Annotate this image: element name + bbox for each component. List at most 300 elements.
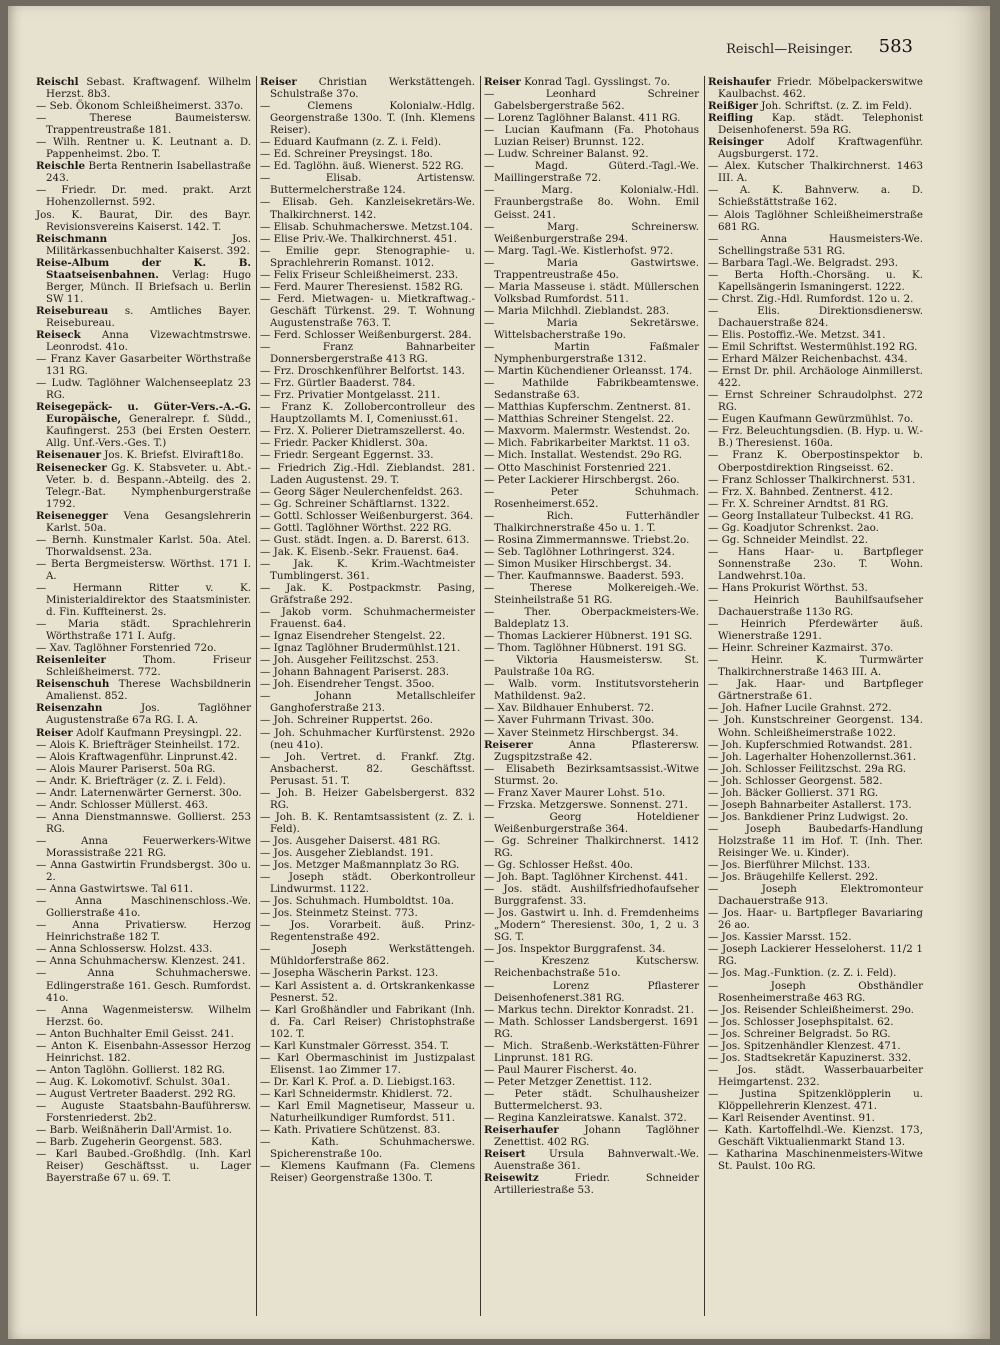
directory-entry	[484, 76, 699, 88]
entry-text: — Emilie gepr. Stenographie- u. Sprachlehrerin Romanst. 1012.	[260, 244, 479, 269]
entry-text: — Frz. Beleuchtungsdien. (B. Hyp. u. W.-B.) Theresienst. 160a.	[708, 425, 923, 450]
directory-entry	[36, 1148, 255, 1185]
directory-entry	[260, 196, 479, 221]
directory-entry	[260, 136, 475, 148]
entry-text: — Gg. Koadjutor Schrenkst. 2ao.	[708, 521, 879, 534]
directory-entry	[36, 618, 255, 643]
entry-text: — Viktoria Hausmeistersw. St. Paulstraße 10a RG.	[484, 654, 703, 679]
entry-text: Konrad Tagl. Gysslingst. 7o.	[520, 76, 671, 88]
directory-entry	[708, 907, 927, 932]
entry-text: — Otto Maschinist Forstenried 221.	[484, 461, 671, 474]
entry-text: — Anna Dienstmannswe. Gollierst. 253 RG.	[36, 810, 255, 835]
entry-text: — Hans Haar- u. Bartpfleger Sonnenstraße 23o. T. Wohn. Landwehrst.10a.	[708, 545, 927, 582]
directory-entry	[708, 365, 927, 390]
entry-text: — Georg Hoteldiener Weißenburgerstraße 364.	[484, 810, 703, 835]
directory-entry	[260, 1051, 479, 1076]
entry-text: — Seb. Taglöhner Lothringerst. 324.	[484, 545, 675, 558]
directory-entry	[260, 690, 479, 715]
directory-entry	[36, 799, 251, 811]
entry-text: — Karl Assistent a. d. Ortskrankenkasse Pesnerst. 52.	[260, 979, 479, 1004]
entry-text: — Jos. Bierführer Milchst. 133.	[708, 859, 871, 872]
entry-text: — Jos. städt. Aushilfsfriedhofaufseher Burggrafenst. 33.	[484, 883, 703, 908]
entry-text: — Maria Gastwirtswe. Trappentreustraße 45o.	[484, 256, 703, 281]
entry-text: — Joh. Ausgeher Feilitzschst. 253.	[260, 654, 439, 667]
entry-text: — Joseph städt. Oberkontrolleur Lindwurmst. 1122.	[260, 871, 479, 896]
entry-text: — Peter Metzger Zenettist. 112.	[484, 1075, 653, 1088]
directory-entry	[260, 1076, 475, 1088]
entry-text: Johann Taglöhner Zenettist. 402 RG.	[494, 1124, 703, 1149]
entry-text: — Xav. Taglöhner Forstenried 72o.	[36, 642, 217, 655]
entry-text: — A. K. Bahnverw. a. D. Schießstättstraße 162.	[708, 184, 927, 209]
entry-text: — Joh. Eisendreher Tengst. 35oo.	[260, 678, 435, 691]
directory-entry	[708, 1124, 927, 1149]
directory-entry	[484, 859, 699, 871]
directory-entry	[36, 654, 255, 679]
directory-entry	[708, 545, 927, 582]
directory-entry	[36, 136, 255, 161]
entry-text: Generalrepr. f. Südd., Kaufingerst. 253 (bei Ersten Oesterr. Allg. Unf.-Vers.-Ges. T.)	[46, 413, 255, 450]
entry-text: — Marg. Kolonialw.-Hdl. Fraunbergstraße 8o. Wohn. Emil Geisst. 241.	[484, 184, 703, 221]
directory-entry	[260, 160, 475, 172]
directory-entry	[36, 461, 255, 510]
directory-entry	[708, 763, 923, 775]
directory-entry	[708, 474, 923, 486]
directory-entry	[36, 955, 251, 967]
entry-text: — Klemens Kaufmann (Fa. Clemens Reiser) Georgenstraße 130o. T.	[260, 1160, 479, 1185]
entry-text: — Peter Schuhmach. Rosenheimerst.652.	[484, 485, 703, 510]
directory-entry	[484, 1039, 703, 1064]
directory-entry	[708, 678, 927, 703]
entry-text: — Karl Schneidermstr. Khidlerst. 72.	[260, 1087, 453, 1100]
directory-entry	[484, 570, 699, 582]
column-3	[484, 76, 703, 1316]
entry-text: — Heinrich Pferdewärter äuß. Wienerstraße 1291.	[708, 618, 927, 643]
entry-text: — Barb. Weißnäherin Dall'Armist. 1o.	[36, 1124, 232, 1137]
directory-entry	[260, 425, 475, 437]
entry-text: Kap. städt. Telephonist Deisenhofenerst. 59a RG.	[718, 112, 927, 137]
directory-entry	[260, 148, 475, 160]
entry-text: — Ernst Dr. phil. Archäologe Ainmillerst. 422.	[708, 365, 927, 390]
directory-entry	[708, 293, 923, 305]
entry-text: — Gg. Schreiner Schäftlarnst. 1322.	[260, 497, 450, 510]
entry-text: — Georg Installateur Tulbeckst. 41 RG.	[708, 509, 914, 522]
directory-entry	[36, 1076, 251, 1088]
directory-entry	[708, 353, 923, 365]
directory-entry	[36, 232, 255, 257]
directory-entry	[484, 654, 703, 679]
entry-text: — Aug. K. Lokomotivf. Schulst. 30a1.	[36, 1075, 231, 1088]
entry-text: — Rosina Zimmermannswe. Triebst.2o.	[484, 533, 690, 546]
entry-text: — Eduard Kaufmann (z. Z. i. Feld).	[260, 136, 442, 149]
entry-text: — Martin Küchendiener Orleansst. 174.	[484, 365, 693, 378]
directory-entry	[484, 1064, 699, 1076]
directory-entry	[36, 377, 255, 402]
entry-surname: Reiserer	[484, 738, 533, 751]
entry-text: — Kath. Privatiere Schützenst. 83.	[260, 1124, 441, 1137]
entry-text: — Franz Kaver Gasarbeiter Wörthstraße 131 RG.	[36, 353, 255, 378]
entry-text: — Chrst. Zig.-Hdl. Rumfordst. 12o u. 2.	[708, 292, 914, 305]
directory-entry	[484, 425, 699, 437]
directory-entry	[260, 498, 475, 510]
directory-entry	[484, 606, 703, 631]
directory-entry	[36, 184, 255, 209]
directory-entry	[260, 365, 475, 377]
directory-entry	[260, 377, 475, 389]
entry-text: — Barbara Tagl.-We. Belgradst. 293.	[708, 256, 899, 269]
directory-entry	[260, 329, 475, 341]
entry-text: — Xaver Steinmetz Hirschbergst. 34.	[484, 726, 679, 739]
entry-text: — Jos. Reisender Schleißheimerst. 29o.	[708, 1003, 914, 1016]
column-divider	[256, 76, 257, 1316]
entry-text: — Joh. Schlosser Georgenst. 582.	[708, 774, 883, 787]
entry-text: Vena Gesangslehrerin Karlst. 50a.	[46, 509, 255, 534]
entry-text: — Frz. X. Bahnbed. Zentnerst. 412.	[708, 485, 893, 498]
directory-entry	[484, 546, 699, 558]
entry-text: — Anna Maschinenschloss.-We. Gollierstraße 41o.	[36, 895, 255, 920]
entry-text: — Ther. Kaufmannswe. Baaderst. 593.	[484, 569, 685, 582]
entry-surname: Reisenecker	[36, 461, 107, 474]
entry-text: — Friedr. Sergeant Eggernst. 33.	[260, 449, 434, 462]
entry-text: Jos. Taglöhner Augustenstraße 67a RG. I. A.	[46, 702, 255, 727]
directory-entry	[260, 726, 479, 751]
entry-text: — Joh. Bäcker Gollierst. 371 RG.	[708, 786, 879, 799]
directory-entry	[36, 739, 251, 751]
entry-text: — Joseph Bahnarbeiter Astallerst. 173.	[708, 798, 912, 811]
directory-entry	[260, 486, 475, 498]
entry-text: — Hans Prokurist Wörthst. 53.	[708, 581, 868, 594]
entry-text: Anna Vizewachtmstrswe. Leonrodst. 41o.	[46, 328, 255, 354]
directory-entry	[484, 581, 703, 607]
entry-surname: Reisenauer	[36, 449, 101, 462]
directory-entry	[484, 834, 703, 859]
entry-text: — Jos. Schreiner Belgradst. 5o RG.	[708, 1027, 891, 1040]
directory-entry	[708, 883, 927, 908]
entry-text: — Math. Schlosser Landsbergerst. 1691 RG.	[484, 1015, 703, 1040]
entry-surname: Reiser	[484, 76, 521, 88]
entry-text: — Georg Säger Neulerchenfeldst. 263.	[260, 485, 463, 498]
entry-text: — Matthias Kupferschm. Zentnerst. 81.	[484, 401, 691, 414]
directory-entry	[484, 341, 703, 366]
entry-text: — Gottl. Schlosser Weißenburgerst. 364.	[260, 509, 474, 522]
entry-text: — Maria Masseuse i. städt. Müllerschen Volksbad Rumfordst. 511.	[484, 280, 703, 305]
entry-text: — Auguste Staatsbahn-Bauführersw. Forstenriederst. 2b2.	[36, 1099, 255, 1125]
entry-text: Jos. K. Briefst. Elviraft18o.	[101, 449, 244, 462]
entry-text: — Franz Bahnarbeiter Donnersbergerstraße 413 RG.	[260, 341, 479, 366]
directory-entry	[484, 955, 703, 980]
directory-entry	[708, 775, 923, 787]
entry-text: Thom. Friseur Schleißheimerst. 772.	[46, 654, 255, 679]
directory-entry	[36, 533, 255, 558]
entry-text: — Anton K. Eisenbahn-Assessor Herzog Heinrichst. 182.	[36, 1039, 255, 1064]
directory-entry	[260, 172, 479, 197]
directory-entry	[708, 112, 927, 137]
entry-text: — Joseph Werkstättengeh. Mühldorferstraße 862.	[260, 943, 479, 968]
entry-text: — Clemens Kolonialw.-Hdlg. Georgenstraße 130o. T. (Inh. Klemens Reiser).	[260, 100, 479, 137]
directory-entry	[708, 498, 923, 510]
directory-entry	[260, 967, 475, 979]
entry-text: — Erhard Mälzer Reichenbachst. 434.	[708, 353, 908, 366]
directory-entry	[708, 702, 923, 714]
entry-text: — Jak. K. Krim.-Wachtmeister Tumblingerst. 361.	[260, 557, 479, 582]
directory-entry	[484, 630, 699, 642]
directory-entry	[708, 389, 927, 414]
directory-entry	[260, 714, 475, 726]
directory-entry	[260, 269, 475, 281]
entry-text: — Gg. Schneider Meindlst. 22.	[708, 533, 869, 546]
directory-entry	[708, 594, 927, 619]
directory-entry	[260, 847, 475, 859]
directory-entry	[484, 642, 699, 654]
entry-text: — Alex. Kutscher Thalkirchnerst. 1463 III. A.	[708, 160, 927, 185]
entry-surname: Reischl	[36, 76, 79, 88]
directory-entry	[484, 437, 699, 449]
entry-text: — Jos. Inspektor Burggrafenst. 34.	[484, 943, 666, 956]
entry-text: — Ed. Taglöhn. äuß. Wienerst. 522 RG.	[260, 160, 464, 173]
entry-text: — Maxvorm. Malermstr. Westendst. 2o.	[484, 425, 691, 438]
directory-entry	[708, 618, 927, 643]
entry-text: Therese Wachsbildnerin Amalienst. 852.	[46, 678, 255, 703]
directory-entry	[36, 642, 251, 654]
directory-entry	[708, 751, 923, 763]
entry-text: — Karl Reisender Aventinst. 91.	[708, 1112, 875, 1125]
entry-text: — Ignaz Taglöhner Brudermühlst.121.	[260, 642, 461, 655]
directory-entry	[260, 835, 475, 847]
directory-entry	[484, 449, 699, 461]
entry-text: — Jos. Schuhmach. Humboldtst. 10a.	[260, 895, 454, 908]
entry-text: — Jos. Bräugehilfe Kellerst. 292.	[708, 871, 879, 884]
column-4	[708, 76, 927, 1316]
entry-text: — Marg. Schreinersw. Weißenburgerstraße 294.	[484, 220, 703, 245]
directory-entry	[260, 389, 475, 401]
entry-surname: Reisenschuh	[36, 678, 110, 691]
directory-entry	[260, 510, 475, 522]
directory-entry	[484, 413, 699, 425]
directory-entry	[484, 787, 699, 799]
entry-text: — Seb. Ökonom Schleißheimerst. 337o.	[36, 100, 244, 113]
entry-surname: Reisenleiter	[36, 654, 106, 667]
directory-entry	[36, 256, 255, 305]
entry-text: Friedr. Schneider Artilleriestraße 53.	[494, 1172, 703, 1197]
entry-text: — Frz. X. Polierer Dietramszellerst. 4o.	[260, 425, 465, 438]
directory-entry	[36, 449, 251, 461]
directory-entry	[708, 1016, 923, 1028]
entry-text: — Anna Privatiersw. Herzog Heinrichstraße 182 T.	[36, 919, 255, 944]
directory-entry	[36, 883, 251, 895]
entry-text: — Therese Molkereigeh.-We. Steinheilstraße 51 RG.	[484, 581, 703, 607]
entry-surname: Reischle	[36, 160, 86, 173]
entry-text: — Jos. Steinmetz Steinst. 773.	[260, 907, 418, 920]
entry-text: — Jos. städt. Wasserbauarbeiter Heimgartenst. 232.	[708, 1063, 927, 1088]
entry-text: — Ludw. Taglöhner Walchenseeplatz 23 RG.	[36, 377, 255, 402]
entry-text: — Elis. Direktionsdienersw. Dachauerstraße 824.	[708, 304, 927, 329]
directory-entry	[36, 919, 255, 944]
entry-text: — Peter Lackierer Hirschbergst. 26o.	[484, 473, 680, 486]
directory-entry	[708, 1063, 927, 1088]
directory-entry	[708, 1004, 923, 1016]
entry-surname: Reiser	[36, 726, 73, 739]
entry-text: — Friedr. Dr. med. prakt. Arzt Hohenzollernst. 592.	[36, 184, 255, 209]
entry-text: — Jos. Ausgeher Daiserst. 481 RG.	[260, 834, 441, 847]
entry-text: — Jos. Gastwirt u. Inh. d. Fremdenheims „Modern“ Theresienst. 30o, 1, 2 u. 3 SG. T.	[484, 907, 703, 944]
entry-text: — Elisabeth Bezirksamtsassist.-Witwe Sturmst. 2o.	[484, 762, 703, 787]
entry-text: — Jak. K. Postpackmstr. Pasing, Gräfstraße 292.	[260, 581, 479, 607]
directory-entry	[36, 1028, 251, 1040]
directory-entry	[36, 1039, 255, 1064]
directory-entry	[484, 762, 703, 787]
directory-entry	[708, 811, 923, 823]
directory-entry	[484, 871, 699, 883]
directory-columns	[36, 76, 927, 1316]
directory-entry	[484, 1004, 699, 1016]
entry-text: — Karl Großhändler und Fabrikant (Inh. d. Fa. Carl Reiser) Christophstraße 102. T.	[260, 1003, 479, 1040]
directory-entry	[484, 714, 699, 726]
directory-entry	[708, 931, 923, 943]
entry-text: — Alois Taglöhner Schleißheimerstraße 681 RG.	[708, 208, 927, 233]
entry-text: — Matthias Schreiner Stengelst. 22.	[484, 413, 675, 426]
directory-entry	[708, 534, 923, 546]
entry-text: — Jak. K. Eisenb.-Sekr. Frauenst. 6a4.	[260, 545, 459, 558]
entry-text: — Xav. Bildhauer Enhuberst. 72.	[484, 702, 654, 715]
entry-text: — Wilh. Rentner u. K. Leutnant a. D. Pappenheimst. 2bo. T.	[36, 136, 255, 161]
entry-text: — Gottl. Taglöhner Wörthst. 222 RG.	[260, 521, 452, 534]
entry-text: — Joh. Schuhmacher Kurfürstenst. 292o (neu 41o).	[260, 726, 479, 751]
directory-entry	[36, 304, 255, 329]
directory-entry	[260, 919, 475, 943]
directory-entry	[708, 582, 923, 594]
directory-entry	[484, 1148, 703, 1173]
entry-text: — Jos. Spitzenhändler Klenzest. 471.	[708, 1039, 901, 1052]
directory-entry	[36, 1003, 255, 1028]
directory-entry	[708, 425, 923, 449]
directory-entry	[708, 1052, 923, 1064]
entry-surname: Reifling	[708, 112, 754, 125]
entry-text: — Jak. Haar- und Bartpfleger Gärtnerstraße 61.	[708, 678, 927, 703]
directory-entry	[260, 546, 475, 558]
directory-entry	[260, 654, 475, 666]
directory-entry	[484, 810, 703, 835]
directory-entry	[708, 522, 923, 534]
entry-text: — Jos. Kassier Marsst. 152.	[708, 931, 852, 944]
entry-text: s. Amtliches Bayer. Reisebureau.	[46, 304, 255, 329]
directory-entry	[36, 895, 255, 920]
directory-entry	[484, 1124, 703, 1149]
entry-text: — Joh. Lagerhalter Hohenzollernst.361.	[708, 750, 917, 763]
entry-text: — Jos. Haar- u. Bartpfleger Bavariaring 26 ao.	[708, 907, 927, 932]
entry-text: — Alois K. Briefträger Steinheilst. 172.	[36, 738, 240, 751]
entry-text: — Friedrich Zig.-Hdl. Zieblandst. 281. Laden Augustenst. 29. T.	[260, 461, 479, 486]
entry-text: — Dr. Karl K. Prof. a. D. Liebigst.163.	[260, 1075, 456, 1088]
entry-text: — Joh. Schlosser Feilitzschst. 29a RG.	[708, 762, 907, 775]
directory-entry	[708, 1040, 923, 1052]
directory-entry	[708, 268, 927, 293]
entry-text: — Ferd. Schlosser Weißenburgerst. 284.	[260, 328, 472, 341]
column-1	[36, 76, 255, 1316]
entry-text: — Jos. Stadtsekretär Kapuzinerst. 332.	[708, 1051, 912, 1064]
directory-entry	[260, 581, 479, 607]
entry-text: — Franz K. Zollobercontrolleur des Hauptzollamts M. I, Comeniusst.61.	[260, 401, 479, 426]
entry-surname: Reisert	[484, 1148, 526, 1161]
entry-text: Verlag: Hugo Berger, Münch. II Briefsach u. Berlin SW 11.	[46, 268, 255, 305]
entry-text: — Maria Milchhdl. Zieblandst. 283.	[484, 304, 670, 317]
directory-entry	[484, 702, 699, 714]
directory-entry	[36, 763, 251, 775]
column-divider	[480, 76, 481, 1316]
entry-text: — Heinr. Schreiner Kazmairst. 37o.	[708, 642, 894, 655]
entry-text: — Joseph Lackierer Hesseloherst. 11/2 1 RG.	[708, 943, 927, 968]
directory-entry	[36, 751, 251, 763]
directory-entry	[484, 979, 703, 1004]
directory-entry	[484, 727, 699, 739]
directory-entry	[708, 449, 927, 474]
directory-entry	[708, 257, 923, 269]
directory-entry	[708, 232, 927, 257]
entry-text: — Thom. Taglöhner Hübnerst. 191 SG.	[484, 642, 687, 655]
entry-text: — Karl Kunstmaler Görresst. 354. T.	[260, 1039, 449, 1052]
entry-text: — Heinrich Bauhilfsaufseher Dachauerstraße 113o RG.	[708, 594, 927, 619]
entry-text: — Andr. Laternenwärter Gernerst. 30o.	[36, 786, 242, 799]
directory-entry	[36, 1124, 251, 1136]
entry-surname: Reishaufer	[708, 76, 771, 88]
directory-entry	[708, 160, 927, 185]
directory-entry	[260, 292, 479, 329]
directory-entry	[484, 148, 699, 160]
directory-entry	[260, 810, 479, 835]
entry-text: — Paul Maurer Fischerst. 4o.	[484, 1063, 637, 1076]
directory-entry	[260, 606, 479, 631]
entry-text: — Hermann Ritter v. K. Ministerialdirektor des Staatsminister. d. Fin. Kuffteinerst. 2s.	[36, 581, 255, 619]
directory-entry	[260, 221, 475, 233]
entry-text: — Katharina Maschinenmeisters-Witwe St. Paulst. 10o RG.	[708, 1148, 927, 1173]
directory-entry	[708, 304, 927, 329]
directory-entry	[708, 184, 927, 209]
directory-entry	[36, 1136, 251, 1148]
entry-text: — Kath. Schuhmacherswe. Spicherenstraße 10o.	[260, 1136, 479, 1161]
directory-entry	[260, 76, 479, 101]
directory-entry	[484, 509, 703, 534]
directory-entry	[36, 160, 255, 185]
directory-entry	[484, 365, 699, 377]
entry-text: — Anna Schuhmacherswe. Edlingerstraße 161. Gesch. Rumfordst. 41o.	[36, 967, 255, 1004]
directory-entry	[36, 1088, 251, 1100]
entry-text: — Joh. B. K. Rentamtsassistent (z. Z. i. Feld).	[260, 810, 479, 835]
directory-entry	[260, 1099, 479, 1125]
directory-entry	[260, 1040, 475, 1052]
entry-text: — Jos. Bankdiener Prinz Ludwigst. 2o.	[708, 810, 909, 823]
directory-entry	[260, 666, 475, 678]
directory-entry	[484, 474, 699, 486]
directory-entry	[484, 943, 699, 955]
entry-text: — Ferd. Mietwagen- u. Mietkraftwag.-Geschäft Türkenst. 29. T. Wohnung Augustenstraße 763. T.	[260, 292, 479, 329]
directory-entry	[484, 738, 703, 763]
directory-entry	[260, 979, 479, 1004]
entry-text: — Rich. Futterhändler Thalkirchnerstraße 45o u. 1. T.	[484, 509, 703, 534]
entry-text: — Marg. Tagl.-We. Kistlerhofst. 972.	[484, 244, 674, 257]
entry-text: — Anton Buchhalter Emil Geisst. 241.	[36, 1027, 234, 1040]
entry-text: — Friedr. Packer Khidlerst. 30a.	[260, 437, 428, 450]
directory-entry	[36, 727, 251, 739]
directory-entry	[708, 943, 927, 968]
entry-text: — Jos. Vorarbeit. äuß. Prinz-Regentenstraße 492.	[260, 919, 475, 944]
entry-surname: Reiser	[260, 76, 297, 88]
directory-entry	[708, 714, 927, 739]
entry-text: — Ignaz Eisendreher Stengelst. 22.	[260, 630, 446, 643]
entry-text: — Joh. Bapt. Taglöhner Kirchenst. 441.	[484, 871, 688, 884]
directory-entry	[708, 822, 927, 859]
entry-text: Adolf Kraftwagenführ. Augsburgerst. 172.	[718, 136, 927, 161]
directory-entry	[260, 859, 475, 871]
entry-text: — Joseph Obsthändler Rosenheimerstraße 463 RG.	[708, 979, 927, 1004]
entry-text: — August Vertreter Baaderst. 292 RG.	[36, 1087, 236, 1100]
